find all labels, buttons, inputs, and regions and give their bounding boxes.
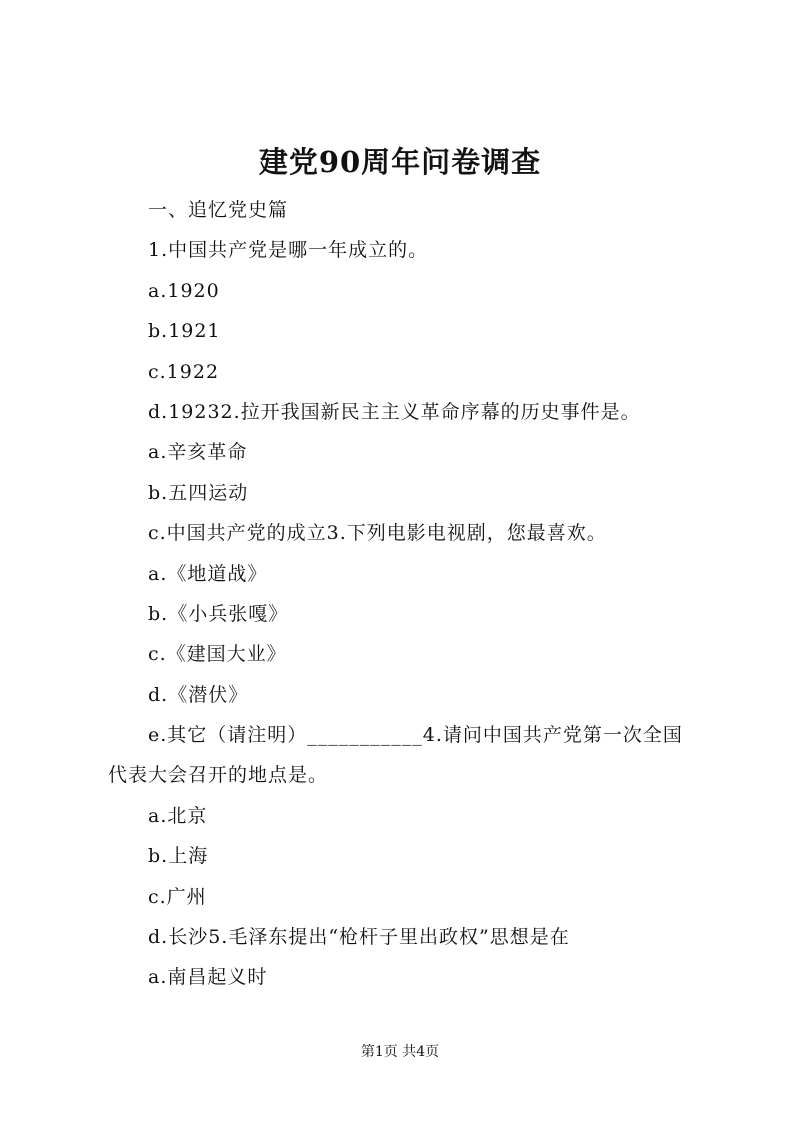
- option-line: a.《地道战》: [148, 562, 268, 585]
- option-line: a.北京: [148, 804, 208, 827]
- option-line: a.1920: [148, 279, 220, 302]
- option-line: d.长沙5.毛泽东提出“枪杆子里出政权”思想是在: [148, 926, 570, 949]
- option-line: a.辛亥革命: [148, 441, 248, 464]
- option-line: b.上海: [148, 845, 209, 868]
- option-line: c.1922: [148, 360, 220, 383]
- option-line: d.《潜伏》: [148, 683, 249, 706]
- option-line: b.《小兵张嘎》: [148, 602, 289, 625]
- document-title: 建党90周年问卷调查: [258, 145, 542, 179]
- option-line: b.五四运动: [148, 481, 249, 504]
- option-line: c.《建国大业》: [148, 643, 287, 666]
- option-line: c.广州: [148, 885, 207, 908]
- question-1: 1.中国共产党是哪一年成立的。: [148, 239, 429, 262]
- page-footer: 第1页 共4页: [360, 1044, 440, 1060]
- document-body: [108, 190, 708, 998]
- option-line: a.南昌起义时: [148, 966, 268, 989]
- option-line: c.中国共产党的成立3.下列电影电视剧，您最喜欢。: [148, 522, 607, 545]
- option-line: b.1921: [148, 320, 221, 343]
- option-line: d.19232.拉开我国新民主主义革命序幕的历史事件是。: [148, 400, 641, 423]
- section-heading: 一、追忆党史篇: [148, 199, 289, 221]
- wrapped-paragraph: e.其它（请注明）___________4.请问中国共产党第一次全国代表大会召开的地点是。: [108, 724, 683, 787]
